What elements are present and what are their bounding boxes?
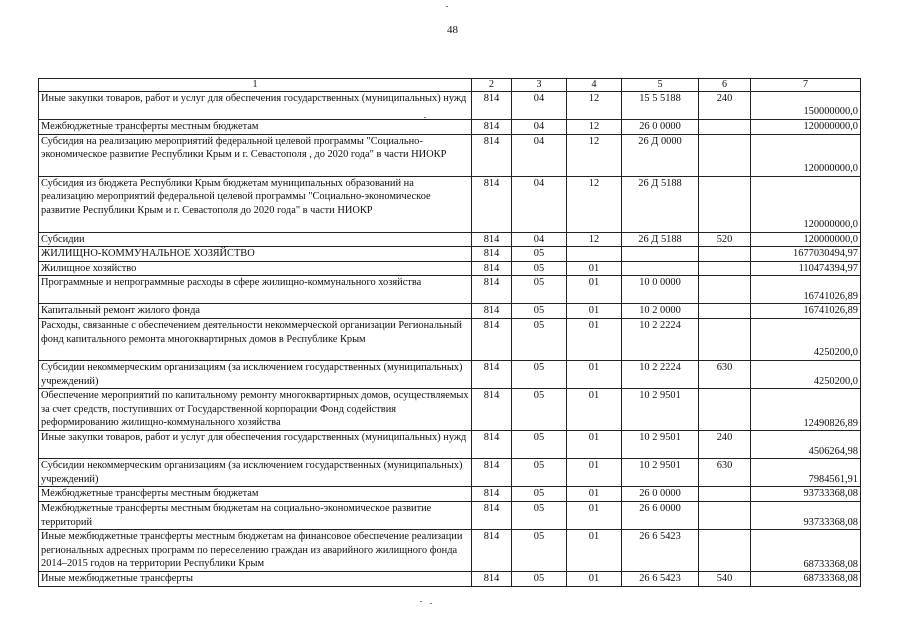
ministry-code-cell: 814 (472, 530, 512, 572)
ministry-code-cell: 814 (472, 276, 512, 304)
section-code-cell: 05 (512, 389, 567, 431)
column-header: 4 (567, 79, 622, 92)
ministry-code-cell: 814 (472, 459, 512, 487)
target-article-cell: 10 2 9501 (622, 459, 699, 487)
page-number: 48 (447, 24, 458, 36)
row-name-cell: Межбюджетные трансферты местным бюджетам (39, 487, 472, 502)
ministry-code-cell: 814 (472, 247, 512, 262)
row-name-cell: Иные межбюджетные трансферты (39, 572, 472, 587)
target-article-cell: 26 Д 5188 (622, 176, 699, 232)
table-row (39, 459, 861, 487)
section-code-cell: 05 (512, 501, 567, 529)
amount-cell: 93733368,08 (751, 487, 861, 502)
expense-type-cell (699, 134, 751, 176)
subsection-code-cell: 01 (567, 261, 622, 276)
row-name-cell: Капитальный ремонт жилого фонда (39, 304, 472, 319)
table-row (39, 487, 861, 502)
amount-cell: 93733368,08 (751, 501, 861, 529)
section-code-cell: 05 (512, 261, 567, 276)
section-code-cell: 05 (512, 247, 567, 262)
table-row (39, 276, 861, 304)
row-name-cell: Субсидия на реализацию мероприятий федеральной целевой программы "Социально-экономическое развитие Республики Крым и г. Севастополя , до 2020 года" в части НИОКР (39, 134, 472, 176)
subsection-code-cell: 01 (567, 459, 622, 487)
expense-type-cell (699, 501, 751, 529)
subsection-code-cell: 12 (567, 232, 622, 247)
row-name-cell: Межбюджетные трансферты местным бюджетам на социально-экономическое развитие территорий (39, 501, 472, 529)
expense-type-cell (699, 261, 751, 276)
subsection-code-cell: 01 (567, 360, 622, 388)
table-row (39, 360, 861, 388)
row-name-cell: Обеспечение мероприятий по капитальному ремонту многоквартирных домов, осуществляемых за счет средств, поступивших от Государственной корпорации Фонд содействия реформированию жилищно-коммунального хозяйства (39, 389, 472, 431)
section-code-cell: 04 (512, 92, 567, 120)
ministry-code-cell: 814 (472, 304, 512, 319)
column-header: 5 (622, 79, 699, 92)
subsection-code-cell: 01 (567, 572, 622, 587)
subsection-code-cell: 01 (567, 530, 622, 572)
ministry-code-cell: 814 (472, 120, 512, 135)
amount-cell: 12490826,89 (751, 389, 861, 431)
amount-cell: 16741026,89 (751, 304, 861, 319)
subsection-code-cell (567, 247, 622, 262)
target-article-cell: 26 0 0000 (622, 120, 699, 135)
expense-type-cell (699, 318, 751, 360)
target-article-cell: 26 6 5423 (622, 572, 699, 587)
amount-cell: 110474394,97 (751, 261, 861, 276)
row-name-cell: ЖИЛИЩНО-КОММУНАЛЬНОЕ ХОЗЯЙСТВО (39, 247, 472, 262)
section-code-cell: 05 (512, 431, 567, 459)
subsection-code-cell: 01 (567, 304, 622, 319)
expense-type-cell (699, 247, 751, 262)
target-article-cell: 10 2 9501 (622, 389, 699, 431)
section-code-cell: 05 (512, 318, 567, 360)
subsection-code-cell: 01 (567, 389, 622, 431)
target-article-cell: 10 2 0000 (622, 304, 699, 319)
expense-type-cell (699, 530, 751, 572)
amount-cell: 120000000,0 (751, 232, 861, 247)
amount-cell: 4506264,98 (751, 431, 861, 459)
subsection-code-cell: 12 (567, 120, 622, 135)
row-name-cell: Расходы, связанные с обеспечением деятельности некоммерческой организации Региональный фонд капитального ремонта многоквартирных домов в Республике Крым (39, 318, 472, 360)
ministry-code-cell: 814 (472, 232, 512, 247)
column-header: 7 (751, 79, 861, 92)
table-row (39, 176, 861, 232)
amount-cell: 120000000,0 (751, 176, 861, 232)
ministry-code-cell: 814 (472, 261, 512, 276)
ministry-code-cell: 814 (472, 318, 512, 360)
amount-cell: 16741026,89 (751, 276, 861, 304)
row-name-cell: Субсидии некоммерческим организациям (за исключением государственных (муниципальных) учреждений) (39, 360, 472, 388)
subsection-code-cell: 01 (567, 318, 622, 360)
expense-type-cell (699, 304, 751, 319)
expense-type-cell: 240 (699, 431, 751, 459)
table-row (39, 501, 861, 529)
section-code-cell: 05 (512, 360, 567, 388)
section-code-cell: 04 (512, 232, 567, 247)
subsection-code-cell: 01 (567, 431, 622, 459)
expense-type-cell: 520 (699, 232, 751, 247)
row-name-cell: Субсидии (39, 232, 472, 247)
scan-speck (430, 603, 432, 604)
amount-cell: 150000000,0 (751, 92, 861, 120)
target-article-cell: 26 0 0000 (622, 487, 699, 502)
ministry-code-cell: 814 (472, 92, 512, 120)
section-code-cell: 05 (512, 459, 567, 487)
expense-type-cell (699, 389, 751, 431)
table-row (39, 261, 861, 276)
target-article-cell: 26 Д 5188 (622, 232, 699, 247)
expense-type-cell (699, 276, 751, 304)
row-name-cell: Иные закупки товаров, работ и услуг для обеспечения государственных (муниципальных) нужд (39, 92, 472, 120)
target-article-cell: 26 6 0000 (622, 501, 699, 529)
expense-type-cell (699, 176, 751, 232)
table-row (39, 247, 861, 262)
column-header: 2 (472, 79, 512, 92)
target-article-cell: 26 Д 0000 (622, 134, 699, 176)
section-code-cell: 05 (512, 572, 567, 587)
amount-cell: 68733368,08 (751, 530, 861, 572)
target-article-cell: 10 2 2224 (622, 360, 699, 388)
table-row (39, 134, 861, 176)
amount-cell: 7984561,91 (751, 459, 861, 487)
section-code-cell: 04 (512, 120, 567, 135)
amount-cell: 4250200,0 (751, 318, 861, 360)
subsection-code-cell: 12 (567, 92, 622, 120)
ministry-code-cell: 814 (472, 487, 512, 502)
expense-type-cell (699, 120, 751, 135)
subsection-code-cell: 01 (567, 276, 622, 304)
target-article-cell (622, 261, 699, 276)
expense-type-cell (699, 487, 751, 502)
expense-type-cell: 240 (699, 92, 751, 120)
ministry-code-cell: 814 (472, 134, 512, 176)
amount-cell: 4250200,0 (751, 360, 861, 388)
row-name-cell: Субсидии некоммерческим организациям (за исключением государственных (муниципальных) учреждений) (39, 459, 472, 487)
table-row (39, 92, 861, 120)
expense-type-cell: 630 (699, 360, 751, 388)
target-article-cell: 10 0 0000 (622, 276, 699, 304)
table-header-row (39, 79, 861, 92)
table-row (39, 304, 861, 319)
row-name-cell: Программные и непрограммные расходы в сфере жилищно-коммунального хозяйства (39, 276, 472, 304)
table-row (39, 431, 861, 459)
column-header: 3 (512, 79, 567, 92)
target-article-cell: 15 5 5188 (622, 92, 699, 120)
subsection-code-cell: 12 (567, 176, 622, 232)
table-row (39, 120, 861, 135)
row-name-cell: Субсидия из бюджета Республики Крым бюджетам муниципальных образований на реализацию мероприятий федеральной целевой программы "Социально-экономическое развитие Республики Крым и г. Севастополя до 2020 года" в части НИОКР (39, 176, 472, 232)
ministry-code-cell: 814 (472, 572, 512, 587)
ministry-code-cell: 814 (472, 176, 512, 232)
ministry-code-cell: 814 (472, 501, 512, 529)
column-header: 6 (699, 79, 751, 92)
table-row (39, 530, 861, 572)
section-code-cell: 05 (512, 276, 567, 304)
ministry-code-cell: 814 (472, 389, 512, 431)
amount-cell: 120000000,0 (751, 120, 861, 135)
target-article-cell: 26 6 5423 (622, 530, 699, 572)
subsection-code-cell: 01 (567, 501, 622, 529)
expense-type-cell: 540 (699, 572, 751, 587)
ministry-code-cell: 814 (472, 360, 512, 388)
row-name-cell: Жилищное хозяйство (39, 261, 472, 276)
target-article-cell: 10 2 9501 (622, 431, 699, 459)
budget-table (38, 78, 861, 587)
target-article-cell: 10 2 2224 (622, 318, 699, 360)
subsection-code-cell: 12 (567, 134, 622, 176)
amount-cell: 68733368,08 (751, 572, 861, 587)
row-name-cell: Межбюджетные трансферты местным бюджетам (39, 120, 472, 135)
ministry-code-cell: 814 (472, 431, 512, 459)
section-code-cell: 05 (512, 304, 567, 319)
column-header: 1 (39, 79, 472, 92)
scan-speck (420, 601, 422, 602)
amount-cell: 120000000,0 (751, 134, 861, 176)
table-row (39, 572, 861, 587)
row-name-cell: Иные межбюджетные трансферты местным бюджетам на финансовое обеспечение реализации региональных адресных программ по переселению граждан из аварийного жилищного фонда 2014–2015 годов на территории Республики Крым (39, 530, 472, 572)
target-article-cell (622, 247, 699, 262)
expense-type-cell: 630 (699, 459, 751, 487)
row-name-cell: Иные закупки товаров, работ и услуг для обеспечения государственных (муниципальных) нужд (39, 431, 472, 459)
section-code-cell: 05 (512, 487, 567, 502)
table-row (39, 389, 861, 431)
subsection-code-cell: 01 (567, 487, 622, 502)
table-row (39, 318, 861, 360)
amount-cell: 1677030494,97 (751, 247, 861, 262)
section-code-cell: 05 (512, 530, 567, 572)
table-row (39, 232, 861, 247)
section-code-cell: 04 (512, 134, 567, 176)
scan-speck (446, 6, 448, 7)
section-code-cell: 04 (512, 176, 567, 232)
